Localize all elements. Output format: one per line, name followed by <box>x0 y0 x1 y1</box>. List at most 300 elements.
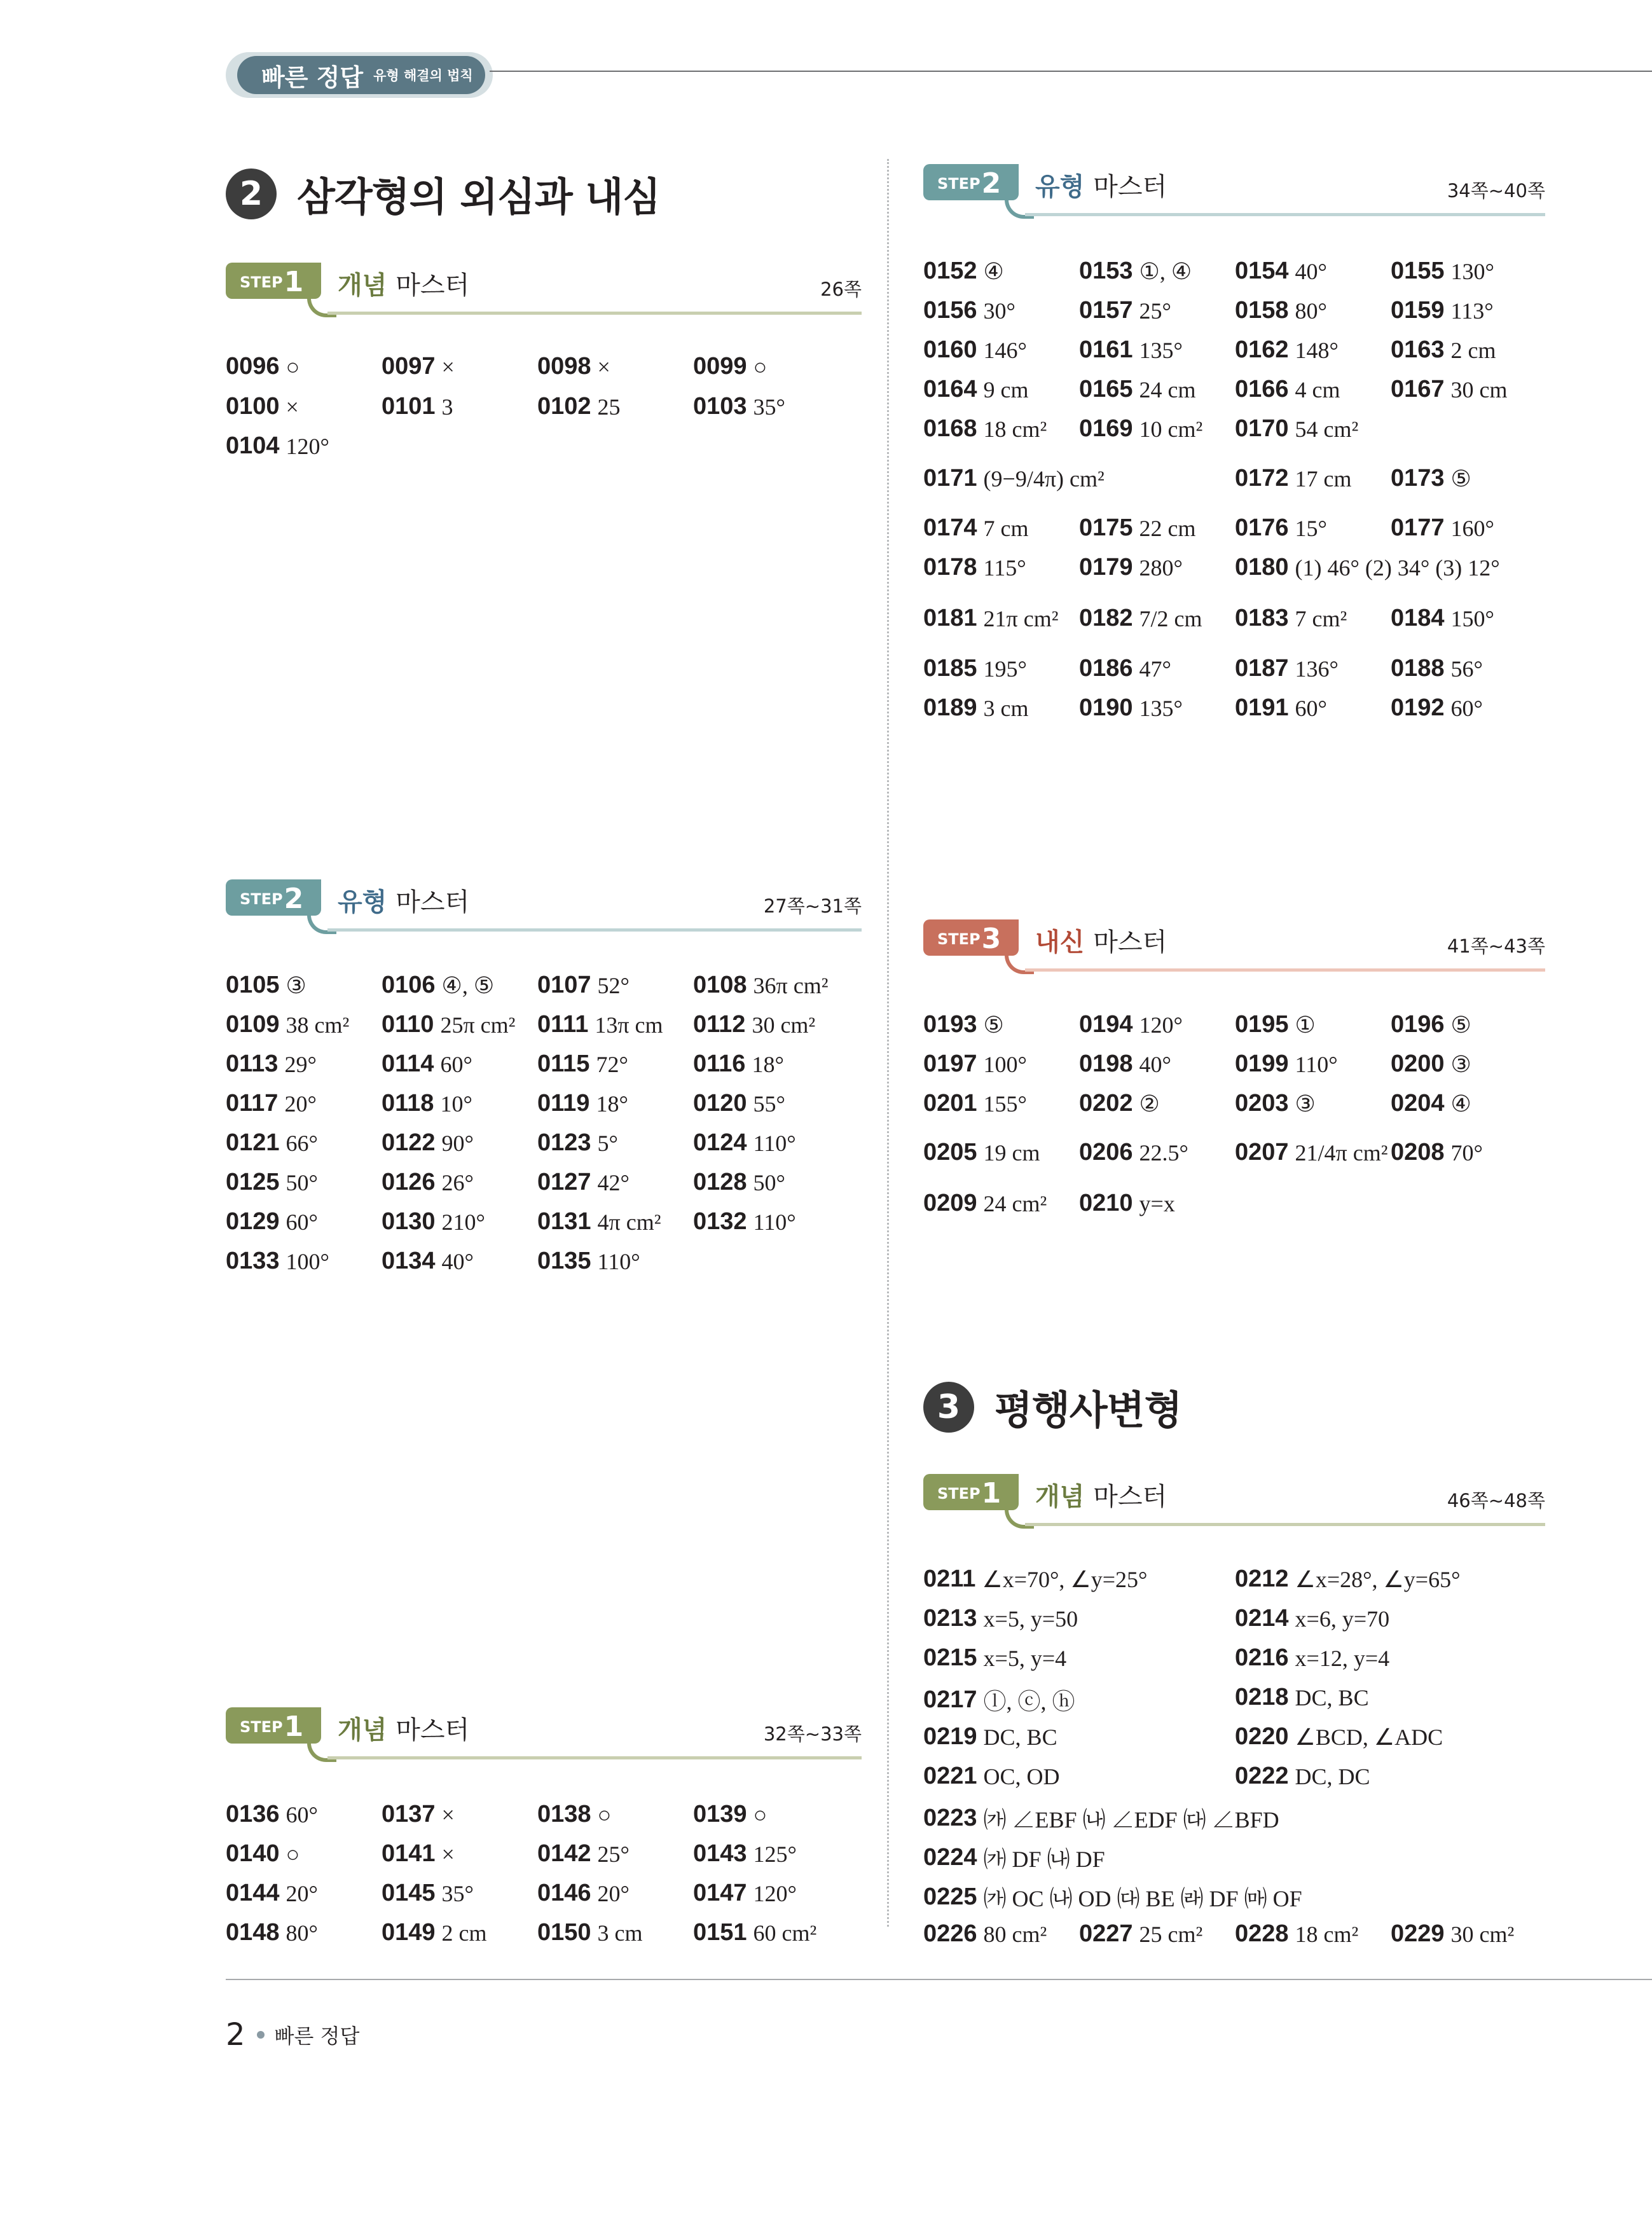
answer-code: 0169 <box>1079 415 1133 442</box>
answer-code: 0157 <box>1079 297 1133 324</box>
answer-code: 0218 <box>1235 1684 1289 1710</box>
answer-value: 60° <box>286 1801 318 1827</box>
answer-value: 25 <box>597 394 621 420</box>
answer-code: 0097 <box>382 353 436 380</box>
answer-item <box>923 1723 1057 1751</box>
answer-item <box>226 1880 318 1907</box>
answer-value: 35° <box>753 394 785 420</box>
answer-code: 0170 <box>1235 415 1289 442</box>
answer-value: 210° <box>441 1209 485 1235</box>
answer-code: 0105 <box>226 972 280 998</box>
answer-value: 38 cm² <box>286 1012 350 1038</box>
answer-item <box>693 1129 796 1157</box>
section-rule <box>1025 213 1545 216</box>
footer-label: 빠른 정답 <box>274 2024 360 2048</box>
answer-code: 0206 <box>1079 1139 1133 1166</box>
answer-value: 7 cm² <box>1295 605 1347 631</box>
answer-item <box>1391 1011 1471 1038</box>
answer-value: ○ <box>597 1801 612 1827</box>
answer-code: 0207 <box>1235 1139 1289 1166</box>
answer-value: x=6, y=70 <box>1295 1606 1390 1632</box>
answer-item <box>923 376 1029 403</box>
answer-value: 280° <box>1139 554 1183 581</box>
answer-item <box>923 336 1027 364</box>
answer-item <box>382 1919 487 1946</box>
answer-item <box>923 514 1029 542</box>
answer-value: ㈎ ∠EBF ㈏ ∠EDF ㈐ ∠BFD <box>983 1807 1279 1833</box>
answer-value: 9 cm <box>983 376 1029 403</box>
answer-value: 21π cm² <box>983 605 1059 631</box>
answer-code: 0125 <box>226 1169 280 1195</box>
answer-code: 0198 <box>1079 1050 1133 1077</box>
answer-item <box>1079 1920 1202 1948</box>
answer-value: × <box>441 354 455 380</box>
chapter-title: 평행사변형 <box>995 1387 1182 1433</box>
answer-code: 0101 <box>382 393 436 420</box>
answer-value: ⑤ <box>1450 1012 1471 1038</box>
section-s4-header <box>923 164 1545 218</box>
answer-value: 90° <box>441 1130 474 1156</box>
answer-item <box>693 1090 785 1117</box>
answer-item <box>923 465 1105 492</box>
answer-value: DC, BC <box>983 1724 1057 1750</box>
answer-code: 0211 <box>923 1566 976 1592</box>
section-rule <box>1025 1523 1545 1526</box>
answer-code: 0136 <box>226 1801 280 1827</box>
answer-item <box>1391 694 1483 722</box>
answer-item <box>1079 297 1171 324</box>
answer-value: 4 cm <box>1295 376 1340 403</box>
answer-code: 0200 <box>1391 1050 1445 1077</box>
answer-value: 195° <box>983 656 1027 682</box>
answer-item <box>226 1248 329 1275</box>
answer-code: 0186 <box>1079 655 1133 682</box>
answer-item <box>382 1050 472 1078</box>
answer-code: 0131 <box>537 1208 591 1235</box>
answer-item <box>226 972 306 999</box>
answer-code: 0187 <box>1235 655 1289 682</box>
answer-value: 80 cm² <box>983 1921 1047 1947</box>
section-rule <box>327 928 862 932</box>
answer-value: 135° <box>1139 695 1183 721</box>
answer-code: 0152 <box>923 258 977 284</box>
answer-value: 40° <box>1295 258 1327 284</box>
answer-code: 0229 <box>1391 1920 1445 1947</box>
answer-item <box>537 353 610 380</box>
answer-code: 0140 <box>226 1840 280 1867</box>
answer-value: 18 cm² <box>983 416 1047 442</box>
answer-code: 0133 <box>226 1248 280 1274</box>
answer-value: ③ <box>1450 1051 1471 1077</box>
header-tab <box>237 56 485 94</box>
answer-code: 0135 <box>537 1248 591 1274</box>
answer-item <box>1235 1139 1388 1166</box>
footer <box>226 2017 359 2053</box>
answer-item <box>923 1011 1004 1038</box>
answer-value: 150° <box>1450 605 1494 631</box>
answer-item <box>1235 1050 1338 1078</box>
answer-value: × <box>597 354 610 380</box>
answer-value: 60° <box>440 1051 472 1077</box>
answer-item <box>1391 376 1508 403</box>
answer-code: 0146 <box>537 1880 591 1906</box>
answer-item <box>1391 336 1496 364</box>
answer-value: OC, OD <box>983 1763 1060 1789</box>
answer-code: 0174 <box>923 514 977 541</box>
answer-value: 24 cm <box>1139 376 1196 403</box>
answer-value: ④, ⑤ <box>441 972 495 998</box>
answer-code: 0203 <box>1235 1090 1289 1117</box>
answer-item <box>1079 514 1196 542</box>
answer-value: 100° <box>983 1051 1027 1077</box>
answer-code: 0214 <box>1235 1605 1289 1632</box>
answer-item <box>1391 258 1494 285</box>
answer-code: 0137 <box>382 1801 436 1827</box>
answer-code: 0165 <box>1079 376 1133 403</box>
answer-value: 22 cm <box>1139 515 1196 541</box>
section-s6-header <box>923 1474 1545 1528</box>
answer-code: 0182 <box>1079 605 1133 631</box>
answer-item <box>226 1208 318 1235</box>
answer-code: 0113 <box>226 1050 279 1077</box>
answer-code: 0189 <box>923 694 977 721</box>
header-title: 빠른 정답 <box>261 63 364 92</box>
answer-item <box>226 1919 318 1946</box>
answer-item <box>1391 1920 1514 1948</box>
answer-value: 19 cm <box>983 1139 1040 1166</box>
answer-item <box>1235 1605 1389 1632</box>
answer-item <box>1235 376 1340 403</box>
answer-item <box>226 1011 349 1038</box>
answer-code: 0110 <box>382 1011 434 1038</box>
answer-item <box>1079 258 1192 285</box>
answer-value: 26° <box>441 1169 474 1195</box>
answer-value: x=5, y=4 <box>983 1645 1067 1671</box>
answer-code: 0223 <box>923 1805 977 1831</box>
answer-code: 0175 <box>1079 514 1133 541</box>
answer-item <box>1391 1139 1483 1166</box>
answer-value: ④ <box>1450 1091 1471 1117</box>
answer-value: 30 cm² <box>752 1012 816 1038</box>
answer-code: 0208 <box>1391 1139 1445 1166</box>
chapter-3-heading <box>923 1379 1181 1435</box>
answer-value: 60° <box>1450 695 1483 721</box>
answer-value: 2 cm <box>1450 337 1496 363</box>
answer-item <box>923 605 1059 632</box>
answer-item <box>923 1802 1279 1834</box>
answer-code: 0226 <box>923 1920 977 1947</box>
answer-code: 0104 <box>226 432 280 459</box>
answer-code: 0172 <box>1235 465 1289 492</box>
answer-value: ② <box>1139 1091 1160 1117</box>
answer-value: 20° <box>597 1880 630 1906</box>
answer-item <box>537 1129 618 1157</box>
answer-value: × <box>286 394 299 420</box>
answer-code: 0126 <box>382 1169 436 1195</box>
answer-item <box>1391 605 1494 632</box>
section-pages: 34쪽~40쪽 <box>1447 180 1545 202</box>
answer-item <box>537 1050 628 1078</box>
answer-item <box>1235 514 1327 542</box>
step-badge: STEP 2 <box>226 879 321 916</box>
answer-value: 50° <box>753 1169 785 1195</box>
answer-item <box>693 972 829 999</box>
answer-value: ⑤ <box>1450 465 1471 492</box>
answer-value: 160° <box>1450 515 1494 541</box>
section-s3-header <box>226 1707 862 1761</box>
answer-code: 0108 <box>693 972 747 998</box>
answer-item <box>923 694 1029 722</box>
answer-item <box>1079 336 1183 364</box>
answer-value: 60° <box>1295 695 1327 721</box>
section-pages: 46쪽~48쪽 <box>1447 1490 1545 1511</box>
answer-value: 100° <box>286 1248 329 1274</box>
answer-value: 110° <box>753 1130 796 1156</box>
answer-value: ③ <box>286 972 306 998</box>
answer-item <box>382 353 455 380</box>
answer-value: 120° <box>1139 1012 1183 1038</box>
answer-code: 0217 <box>923 1686 977 1713</box>
answer-item <box>537 393 621 420</box>
answer-code: 0173 <box>1391 465 1445 492</box>
answer-code: 0190 <box>1079 694 1133 721</box>
answer-item <box>923 297 1015 324</box>
answer-value: 80° <box>286 1920 318 1946</box>
answer-item <box>693 1840 797 1868</box>
answer-item <box>1235 554 1500 581</box>
answer-value: 120° <box>753 1880 797 1906</box>
answer-value: 42° <box>597 1169 630 1195</box>
answer-item <box>226 1129 318 1157</box>
answer-item <box>923 1763 1060 1790</box>
answer-item <box>693 1169 785 1196</box>
section-rule <box>1025 968 1545 972</box>
answer-code: 0224 <box>923 1844 977 1871</box>
answer-code: 0191 <box>1235 694 1289 721</box>
answer-code: 0138 <box>537 1801 591 1827</box>
answer-item <box>382 393 453 420</box>
answer-value: 13π cm <box>595 1012 663 1038</box>
answer-item <box>1079 605 1202 632</box>
answer-code: 0177 <box>1391 514 1445 541</box>
answer-item <box>537 1169 630 1196</box>
answer-value: 30 cm² <box>1450 1921 1515 1947</box>
answer-value: 146° <box>983 337 1027 363</box>
answer-value: (9−9/4π) cm² <box>983 465 1105 492</box>
answer-code: 0123 <box>537 1129 591 1156</box>
answer-value: 80° <box>1295 298 1327 324</box>
answer-value: 2 cm <box>441 1920 487 1946</box>
answer-code: 0178 <box>923 554 977 581</box>
answer-code: 0151 <box>693 1919 747 1946</box>
answer-value: ○ <box>286 354 300 380</box>
answer-code: 0116 <box>693 1050 746 1077</box>
answer-item <box>1079 1190 1175 1217</box>
answer-item <box>537 1919 643 1946</box>
answer-code: 0100 <box>226 393 280 420</box>
answer-value: 136° <box>1295 656 1339 682</box>
answer-item <box>382 1169 474 1196</box>
answer-value: 155° <box>983 1091 1027 1117</box>
answer-value: 72° <box>596 1051 628 1077</box>
answer-code: 0160 <box>923 336 977 363</box>
step-badge: STEP 1 <box>226 1707 321 1744</box>
answer-item <box>693 1050 784 1078</box>
answer-value: 5° <box>597 1130 618 1156</box>
answer-code: 0149 <box>382 1919 436 1946</box>
answer-item <box>1391 1050 1471 1078</box>
answer-item <box>923 1139 1040 1166</box>
answer-code: 0150 <box>537 1919 591 1946</box>
answer-value: 52° <box>597 972 630 998</box>
answer-item <box>693 353 767 380</box>
answer-item <box>226 1169 318 1196</box>
answer-value: ∠x=28°, ∠y=65° <box>1295 1566 1461 1592</box>
answer-code: 0213 <box>923 1605 977 1632</box>
answer-value: 30 cm <box>1450 376 1508 403</box>
answer-value: 10° <box>440 1091 472 1117</box>
step-badge: STEP 2 <box>923 164 1019 200</box>
answer-item <box>923 1566 1147 1593</box>
answer-item <box>923 1841 1105 1874</box>
answer-code: 0103 <box>693 393 747 420</box>
answer-item <box>537 1248 640 1275</box>
answer-code: 0159 <box>1391 297 1445 324</box>
answer-code: 0181 <box>923 605 977 631</box>
answer-item <box>1235 415 1358 443</box>
answer-value: 36π cm² <box>753 972 829 998</box>
answer-item <box>693 1919 816 1946</box>
answer-code: 0154 <box>1235 258 1289 284</box>
answer-code: 0199 <box>1235 1050 1289 1077</box>
answer-item <box>537 1208 661 1235</box>
answer-value: 148° <box>1295 337 1339 363</box>
answer-item <box>693 1880 797 1907</box>
answer-item <box>1079 376 1196 403</box>
answer-item <box>1235 465 1352 492</box>
answer-value: ∠BCD, ∠ADC <box>1295 1724 1443 1750</box>
answer-value: 110° <box>1295 1051 1338 1077</box>
answer-code: 0098 <box>537 353 591 380</box>
answer-item <box>693 393 785 420</box>
answer-code: 0168 <box>923 415 977 442</box>
answer-value: 25 cm² <box>1139 1921 1203 1947</box>
section-s1-header <box>226 263 862 317</box>
answer-value: ○ <box>286 1841 300 1867</box>
answer-code: 0118 <box>382 1090 434 1117</box>
answer-code: 0183 <box>1235 605 1289 631</box>
answer-value: ㈎ DF ㈏ DF <box>983 1847 1105 1872</box>
answer-item <box>1235 1566 1461 1593</box>
answer-item <box>1235 297 1327 324</box>
answer-code: 0215 <box>923 1644 977 1671</box>
answer-value: 54 cm² <box>1295 416 1359 442</box>
section-title: 유형 마스터 <box>1035 172 1167 202</box>
answer-item <box>923 1190 1047 1217</box>
answer-code: 0180 <box>1235 554 1289 581</box>
answer-item <box>537 1011 663 1038</box>
answer-value: 113° <box>1450 298 1494 324</box>
answer-code: 0193 <box>923 1011 977 1038</box>
answer-item <box>923 655 1027 682</box>
answer-value: 60 cm² <box>753 1920 817 1946</box>
answer-code: 0109 <box>226 1011 280 1038</box>
chapter-number: 2 <box>226 169 277 219</box>
answer-item <box>923 1090 1027 1117</box>
answer-item <box>226 353 299 380</box>
answer-code: 0148 <box>226 1919 280 1946</box>
answer-value: ∠x=70°, ∠y=25° <box>982 1566 1148 1592</box>
answer-value: ○ <box>753 1801 767 1827</box>
answer-code: 0184 <box>1391 605 1445 631</box>
answer-value: 55° <box>753 1091 785 1117</box>
answer-code: 0107 <box>537 972 591 998</box>
answer-item <box>1079 1090 1160 1117</box>
answer-value: 30° <box>983 298 1015 324</box>
answer-item <box>1079 1011 1183 1038</box>
section-s2-header <box>226 879 862 933</box>
header-subtitle: 유형 해결의 법칙 <box>373 68 473 83</box>
answer-value: 130° <box>1450 258 1494 284</box>
answer-code: 0158 <box>1235 297 1289 324</box>
answer-code: 0209 <box>923 1190 977 1216</box>
answer-item <box>923 1644 1066 1672</box>
section-pages: 32쪽~33쪽 <box>763 1723 862 1745</box>
answer-value: (1) 46° (2) 34° (3) 12° <box>1295 554 1500 581</box>
answer-code: 0128 <box>693 1169 747 1195</box>
answer-item <box>1235 258 1327 285</box>
answer-code: 0204 <box>1391 1090 1445 1117</box>
answer-value: 70° <box>1450 1139 1483 1166</box>
answer-value: 18 cm² <box>1295 1921 1359 1947</box>
answer-code: 0124 <box>693 1129 747 1156</box>
answer-item <box>382 1129 474 1157</box>
answer-item <box>1235 1763 1370 1790</box>
answer-value: 22.5° <box>1139 1139 1188 1166</box>
section-title: 개념 마스터 <box>1035 1482 1167 1511</box>
answer-code: 0139 <box>693 1801 747 1827</box>
answer-item <box>1079 415 1202 443</box>
answer-value: 50° <box>286 1169 318 1195</box>
answer-code: 0111 <box>537 1011 589 1038</box>
answer-code: 0119 <box>537 1090 590 1117</box>
answer-code: 0145 <box>382 1880 436 1906</box>
section-rule <box>327 1756 862 1759</box>
answer-code: 0143 <box>693 1840 747 1867</box>
answer-code: 0134 <box>382 1248 436 1274</box>
answer-code: 0197 <box>923 1050 977 1077</box>
answer-item <box>1391 655 1483 682</box>
footer-rule <box>226 1979 1652 1980</box>
answer-code: 0114 <box>382 1050 434 1077</box>
answer-value: 21/4π cm² <box>1295 1139 1388 1166</box>
answer-code: 0155 <box>1391 258 1445 284</box>
answer-item <box>1235 336 1339 364</box>
answer-value: 40° <box>1139 1051 1171 1077</box>
answer-code: 0196 <box>1391 1011 1445 1038</box>
answer-code: 0117 <box>226 1090 279 1117</box>
answer-item <box>923 554 1026 581</box>
chapter-2-heading <box>226 165 660 222</box>
answer-code: 0171 <box>923 465 977 492</box>
answer-code: 0202 <box>1079 1090 1133 1117</box>
answer-item <box>1079 554 1183 581</box>
footer-bullet <box>257 2031 265 2039</box>
answer-value: × <box>441 1801 455 1827</box>
section-pages: 27쪽~31쪽 <box>763 895 862 917</box>
answer-code: 0225 <box>923 1883 977 1910</box>
answer-item <box>382 1090 472 1117</box>
